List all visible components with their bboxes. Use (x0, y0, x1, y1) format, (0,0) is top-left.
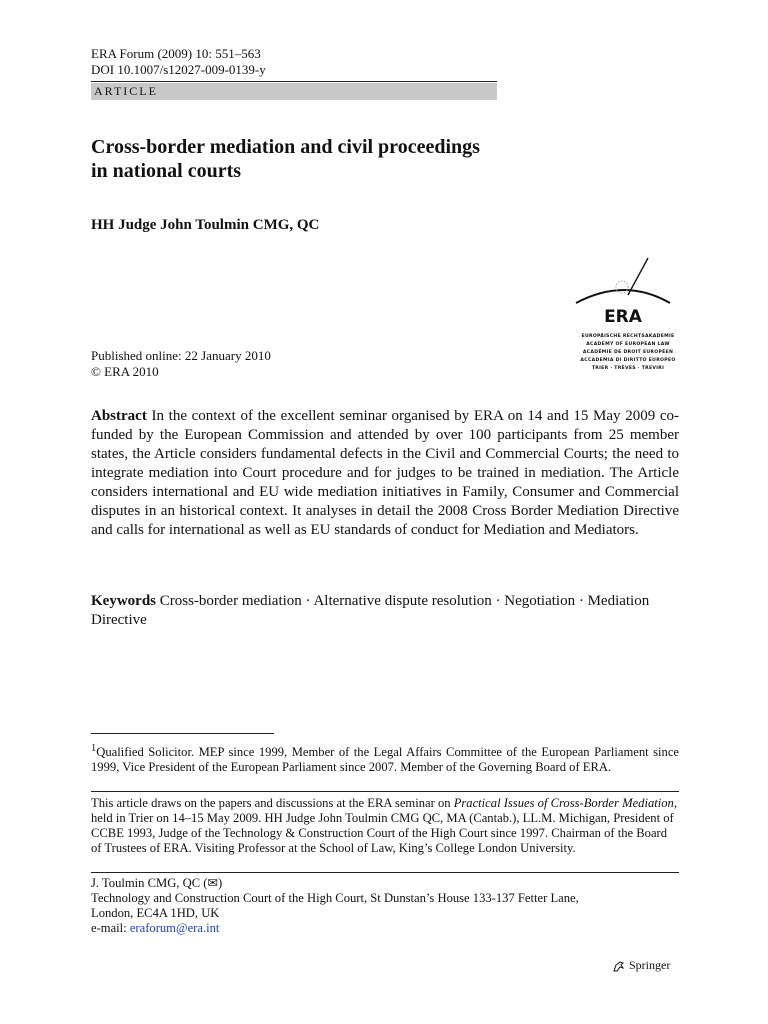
contact-name-line (91, 876, 679, 891)
journal-info (91, 46, 266, 78)
published-online: Published online: 22 January 2010 (91, 348, 271, 363)
footnote-seminar (91, 796, 679, 856)
footnote-1-text: Qualified Solicitor. MEP since 1999, Member of the Legal Affairs Committee of the European Parliament since 1999, Vice President of the European Parliament since 2007. Member of the Governing Board of ERA. (91, 745, 679, 775)
logo-line-4: ACCADEMIA DI DIRITTO EUROPEO (580, 358, 676, 363)
footnote-divider (91, 791, 679, 792)
contact-divider (91, 872, 679, 873)
footnote-rule (91, 733, 274, 734)
email-line (91, 921, 679, 936)
seminar-title: Practical Issues of Cross-Border Mediation (453, 796, 674, 810)
logo-caption (580, 333, 676, 373)
springer-horse-icon (612, 959, 626, 973)
footnote-2-post: , held in Trier on 14–15 May 2009. HH Judge John Toulmin CMG QC, MA (Cantab.), LL.M. Michigan, President of CCBE 1993, Judge of the Technology & Construction Court of the High Court since 1997. Chairman of the Board of Trustees of ERA. Visiting Professor at the School of Law, King’s College London University. (91, 796, 677, 855)
keywords-text: Cross-border mediation · Alternative dispute resolution · Negotiation · Mediation Directive (91, 593, 650, 628)
address-line-2: London, EC4A 1HD, UK (91, 906, 220, 920)
logo-line-3: ACADÉMIE DE DROIT EUROPÉEN (582, 350, 674, 355)
keywords-label: Keywords (91, 593, 156, 609)
copyright: © ERA 2010 (91, 364, 159, 379)
header-rule (91, 81, 497, 82)
abstract-text: In the context of the excellent seminar organised by ERA on 14 and 15 May 2009 co-funded by the European Commission and attended by over 100 participants from 25 member states, the Article considers fundamental defects in the Civil and Commercial Courts; the need to integrate mediation into Court procedure and for judges to be trained in mediation. The Article considers international and EU wide mediation initiatives in Family, Consumer and Commercial disputes in an historical context. It analyses in detail the 2008 Cross Border Mediation Directive and calls for international as well as EU standards of conduct for Mediation and Mediators. (91, 408, 680, 538)
keywords (91, 592, 679, 630)
logo-line-5: TRIER · TRÈVES · TREVIRI (591, 366, 665, 371)
era-emblem-icon (570, 255, 676, 335)
footnote-marker: 1 (91, 743, 97, 754)
publisher-mark (612, 958, 670, 973)
mail-icon: ✉ (207, 876, 219, 890)
contact-name: J. Toulmin CMG, QC ( (91, 876, 208, 890)
doi: DOI 10.1007/s12027-009-0139-y (91, 62, 266, 77)
footnote-2-pre: This article draws on the papers and discussions at the ERA seminar on (91, 796, 454, 810)
logo-line-1: EUROPÄISCHE RECHTSAKADEMIE (581, 334, 675, 339)
article-title (91, 135, 591, 183)
author: HH Judge John Toulmin CMG, QC (91, 217, 320, 233)
era-logo (570, 255, 676, 380)
address-line-1: Technology and Construction Court of the High Court, St Dunstan’s House 133-137 Fetter Lane, (91, 891, 579, 905)
author-contact (91, 876, 679, 936)
title-line-2: in national courts (91, 160, 242, 182)
publication-info (91, 348, 271, 380)
email-label: e-mail: (91, 921, 130, 935)
journal-citation: ERA Forum (2009) 10: 551–563 (91, 46, 261, 61)
title-line-1: Cross-border mediation and civil proceedings (91, 136, 480, 158)
email-link[interactable]: eraforum@era.int (129, 921, 220, 935)
era-logo-text: ERA (604, 307, 642, 327)
contact-name-close: ) (218, 876, 223, 890)
logo-line-2: ACADEMY OF EUROPEAN LAW (586, 342, 670, 347)
abstract-label: Abstract (91, 408, 147, 424)
footnote-1 (91, 741, 679, 775)
abstract (91, 407, 679, 540)
publisher-name: Springer (629, 958, 671, 972)
article-type-bar: ARTICLE (91, 83, 497, 100)
